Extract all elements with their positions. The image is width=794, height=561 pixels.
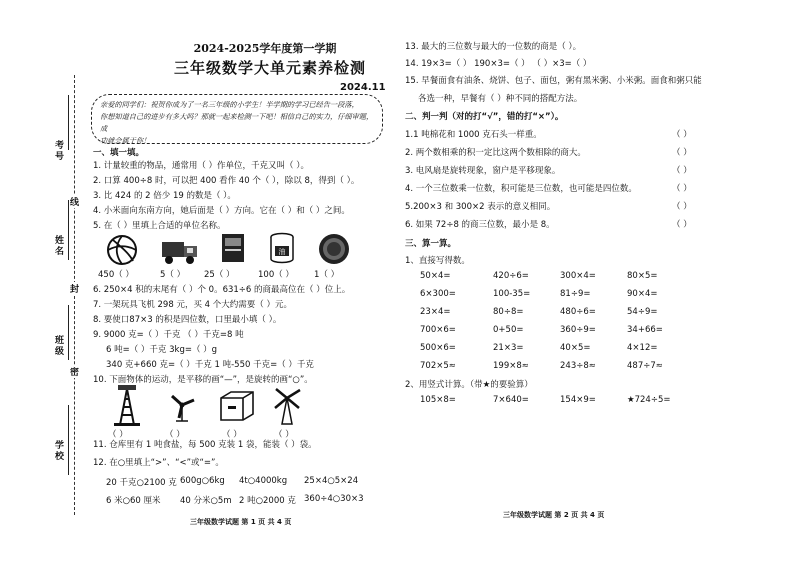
greeting-line: 功就会属于你！ [100, 136, 151, 145]
judge-answer-3: （ ） [672, 166, 692, 176]
oral-calc-item: 100-35= [493, 289, 531, 299]
seal-line [74, 75, 75, 515]
question-1: 1. 计量较重的物品，通常用（ ）作单位，千克又叫（ ）。 [93, 161, 309, 171]
q10-answer-3: （ ） [222, 430, 242, 440]
oral-calc-item: 34+66= [627, 325, 663, 335]
q5-answer-5: 1（ ） [314, 270, 340, 280]
oral-calc-item: 81÷9= [560, 289, 591, 299]
volleyball-icon [105, 233, 139, 267]
question-2: 2. 口算 400÷8 时，可以把 400 看作 40 个（ ），除以 8，得到（ ）。 [93, 176, 360, 186]
question-9a: 9. 9000 克=（ ）千克 （ ）千克=8 吨 [93, 330, 244, 340]
question-7: 7. 一架玩具飞机 298 元，买 4 个大约需要（ ）元。 [93, 300, 292, 310]
section-calculate: 三、算一算。 [405, 239, 457, 249]
question-14: 14. 19×3=（ ） 190×3=（ ） （ ）×3=（ ） [405, 59, 592, 69]
question-15a: 15. 早餐面食有油条、烧饼、包子、面包，粥有黑米粥、小米粥。面食和粥只能 [405, 76, 702, 86]
judge-item-3: 3. 电风扇是旋转现象，窗户是平移现象。 [405, 166, 561, 176]
oral-calc-item: 487÷7≈ [627, 361, 663, 371]
vertical-calc: 7×640= [493, 395, 529, 405]
class-label: 班级 [53, 335, 63, 357]
q12-item: 25×4○5×24 [304, 476, 359, 486]
section-judge: 二、判一判（对的打“√”，错的打“×”）。 [405, 112, 564, 122]
q5-answer-3: 25（ ） [204, 270, 235, 280]
seal-char-secret: 密 [70, 365, 79, 378]
class-blank [68, 305, 69, 360]
question-9c: 340 克+660 克=（ ）千克 1 吨-550 千克=（ ）千克 [106, 360, 314, 370]
name-label: 姓名 [53, 235, 63, 257]
question-8: 8. 要使口87×3 的积是四位数，口里最小填（ ）。 [93, 315, 282, 325]
question-4: 4. 小米面向东南方向，她后面是（ ）方向。它在（ ）和（ ）之间。 [93, 206, 350, 216]
question-3: 3. 比 424 的 2 倍少 19 的数是（ ）。 [93, 191, 236, 201]
oral-calc-item: 4×12= [627, 343, 658, 353]
q12-item: 4t○4000kg [239, 476, 288, 486]
judge-item-4: 4. 一个三位数乘一位数，积可能是三位数，也可能是四位数。 [405, 184, 637, 194]
oral-calc-item: 54÷9= [627, 307, 658, 317]
q12-item: 600g○6kg [180, 476, 225, 486]
oral-calc-item: 360÷9= [560, 325, 596, 335]
judge-answer-6: （ ） [672, 220, 692, 230]
seal-char-seal: 封 [70, 282, 79, 295]
question-15b: 各选一种，早餐有（ ）种不同的搭配方法。 [418, 94, 583, 104]
section-fill-in: 一、填一填。 [93, 148, 145, 158]
oral-calc-item: 23×4= [420, 307, 451, 317]
judge-item-2: 2. 两个数相乘的积一定比这两个数相除的商大。 [405, 148, 586, 158]
oral-calc-item: 90×4= [627, 289, 658, 299]
name-blank [68, 200, 69, 260]
oral-calc-item: 40×5= [560, 343, 591, 353]
subsection-oral: 1、直接写得数。 [405, 256, 470, 266]
oil-barrel-icon [265, 231, 299, 265]
question-12: 12. 在○里填上“>”、“<”或“=”。 [93, 458, 224, 468]
oral-calc-item: 0+50= [493, 325, 524, 335]
drawer-icon [217, 390, 257, 424]
exam-term-title: 2024-2025学年度第一学期 [193, 42, 337, 55]
q12-item: 6 米○60 厘米 [106, 496, 161, 506]
q12-item: 40 分米○5m [180, 496, 232, 506]
q10-answer-1: （ ） [108, 430, 128, 440]
q10-answer-2: （ ） [165, 430, 185, 440]
judge-item-5: 5.200×3 和 300×2 表示的意义相同。 [405, 202, 556, 212]
fan-icon [165, 390, 199, 424]
q5-answer-2: 5（ ） [160, 270, 186, 280]
question-13: 13. 最大的三位数与最大的一位数的商是（ ）。 [405, 42, 582, 52]
q12-item: 2 吨○2000 克 [239, 496, 296, 506]
exam-title: 三年级数学大单元素养检测 [173, 59, 366, 77]
vertical-calc: ★724÷5= [627, 395, 671, 405]
q12-item: 20 千克○2100 克 [106, 478, 177, 488]
book-icon [216, 231, 250, 265]
oral-calc-item: 243÷8≈ [560, 361, 596, 371]
svg-text:油: 油 [278, 248, 286, 256]
exam-number-blank [68, 95, 69, 150]
judge-answer-5: （ ） [672, 202, 692, 212]
q5-answer-4: 100（ ） [258, 270, 294, 280]
question-10: 10. 下面物体的运动，是平移的画“—”，是旋转的画“○”。 [93, 375, 313, 385]
judge-answer-2: （ ） [672, 148, 692, 158]
oral-calc-item: 420÷6= [493, 271, 529, 281]
truck-icon [160, 233, 200, 267]
oral-calc-item: 6×300= [420, 289, 456, 299]
subsection-vertical: 2、用竖式计算。（带★的要验算） [405, 380, 533, 390]
oral-calc-item: 80×5= [627, 271, 658, 281]
page-footer-1: 三年级数学试题 第 1 页 共 4 页 [190, 518, 292, 526]
school-label: 学校 [53, 440, 63, 462]
oral-calc-item: 500×6= [420, 343, 456, 353]
question-5: 5. 在（ ）里填上合适的单位名称。 [93, 221, 226, 231]
question-9b: 6 吨=（ ）千克 3kg=（ ）g [106, 345, 218, 355]
oral-calc-item: 21×3= [493, 343, 524, 353]
judge-item-6: 6. 如果 72÷8 的商三位数，最小是 8。 [405, 220, 555, 230]
greeting-box [91, 94, 383, 144]
oral-calc-item: 300×4= [560, 271, 596, 281]
question-11: 11. 仓库里有 1 吨食盐，每 500 克装 1 袋，能装（ ）袋。 [93, 440, 317, 450]
judge-answer-4: （ ） [672, 184, 692, 194]
vertical-calc: 105×8= [420, 395, 456, 405]
judge-answer-1: （ ） [672, 130, 692, 140]
vertical-calc: 154×9= [560, 395, 596, 405]
oral-calc-item: 80÷8= [493, 307, 524, 317]
windmill-icon [270, 386, 304, 426]
q5-answer-1: 450（ ） [98, 270, 134, 280]
binding-margin [0, 0, 88, 561]
oil-derrick-icon [110, 383, 144, 427]
greeting-line: 亲爱的同学们：祝贺你成为了一名三年级的小学生！半学期的学习已经告一段落， [100, 100, 359, 109]
exam-date: 2024.11 [340, 82, 386, 93]
q10-answer-4: （ ） [274, 430, 294, 440]
seal-char-line: 线 [70, 195, 79, 208]
oral-calc-item: 702×5≈ [420, 361, 456, 371]
q12-item: 360÷4○30×3 [304, 494, 364, 504]
judge-item-1: 1.1 吨棉花和 1000 克石头一样重。 [405, 130, 542, 140]
oral-calc-item: 700×6= [420, 325, 456, 335]
oral-calc-item: 50×4= [420, 271, 451, 281]
oral-calc-item: 480÷6= [560, 307, 596, 317]
exam-number-label: 考号 [53, 140, 63, 162]
school-blank [68, 405, 69, 475]
page-footer-2: 三年级数学试题 第 2 页 共 4 页 [503, 511, 605, 519]
question-6: 6. 250×4 积的末尾有（ ）个 0。631÷6 的商最高位在（ ）位上。 [93, 285, 351, 295]
greeting-line: 你想知道自己的进步有多大吗？那就一起来检测一下吧！相信自己的实力，仔细审题，成 [100, 112, 374, 133]
oral-calc-item: 199×8≈ [493, 361, 529, 371]
coin-icon [317, 232, 351, 266]
